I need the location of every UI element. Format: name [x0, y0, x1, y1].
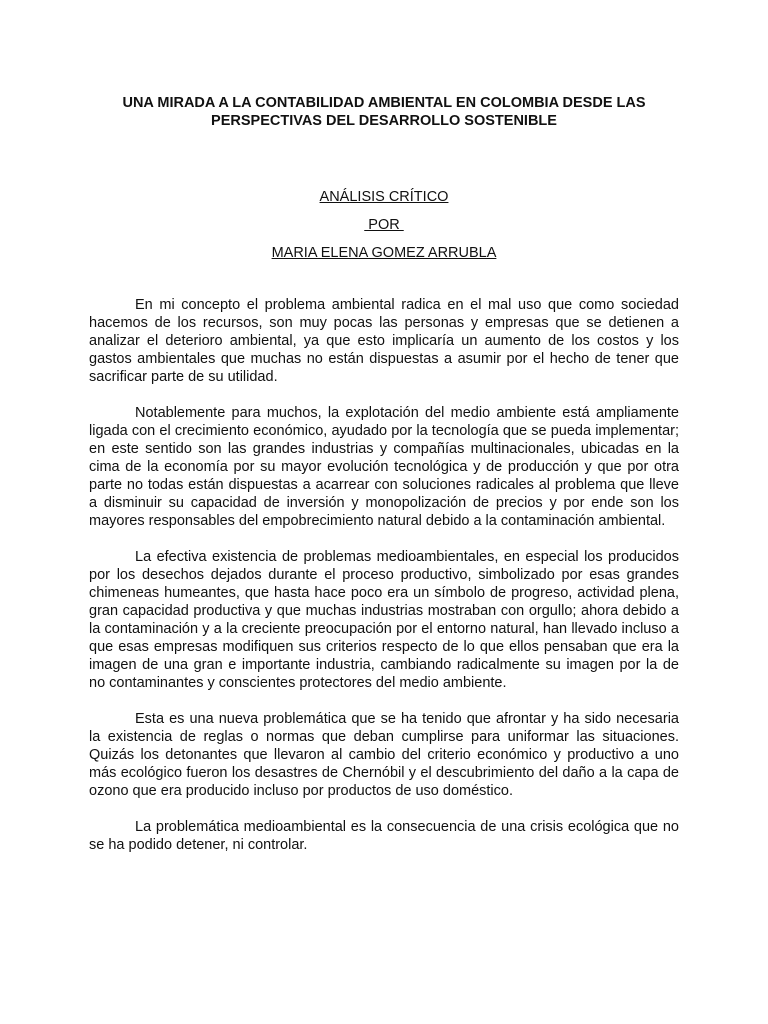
paragraph-1: En mi concepto el problema ambiental radica en el mal uso que como sociedad hacemos de los recursos, son muy pocas las personas y empresas que se detienen a analizar el deterioro ambiental, ya que esto implicaría un aumento de los costos y los gastos ambientales que muchas no están dispuestas a asumir por el hecho de tener que sacrificar parte de su utilidad.	[89, 297, 679, 385]
author-name: MARIA ELENA GOMEZ ARRUBLA	[271, 245, 497, 261]
paragraph-4: Esta es una nueva problemática que se ha tenido que afrontar y ha sido necesaria la existencia de reglas o normas que deban cumplirse para uniformar las situaciones. Quizás los detonantes que llevaron al cambio del criterio económico y productivo a uno más ecológico fueron los desastres de Chernóbil y el descubrimiento del daño a la capa de ozono que era producido incluso por productos de uso doméstico.	[89, 711, 679, 799]
paragraph-5: La problemática medioambiental es la consecuencia de una crisis ecológica que no se ha podido detener, ni controlar.	[89, 819, 679, 853]
paragraph-2: Notablemente para muchos, la explotación del medio ambiente está ampliamente ligada con el crecimiento económico, ayudado por la tecnología que se pueda implementar; en este sentido son las grandes industrias y compañías multinacionales, ubicadas en la cima de la economía por su mayor evolución tecnológica y de producción y que por otra parte no todas están dispuestas a acarrear con soluciones radicales al problema que lleve a disminuir su capacidad de inversión y monopolización de precios y por ende son los mayores responsables del empobrecimiento natural debido a la contaminación ambiental.	[89, 405, 679, 529]
paragraph-3: La efectiva existencia de problemas medioambientales, en especial los producidos por los desechos dejados durante el proceso productivo, simbolizado por esas grandes chimeneas humeantes, que hasta hace poco era un símbolo de progreso, actividad plena, gran capacidad productiva y que muchas industrias mostraban con orgullo; ahora debido a la contaminación y a la creciente preocupación por el entorno natural, han llevado incluso a que esas empresas modifiquen sus criterios respecto de lo que ellos pensaban que era la imagen de una gran e importante industria, cambiando radicalmente su imagen por la de no contaminantes y conscientes protectores del medio ambiente.	[89, 549, 679, 691]
byline	[89, 188, 679, 262]
document-body	[89, 296, 679, 854]
document-subtitle: ANÁLISIS CRÍTICO	[319, 189, 449, 205]
by-label: POR	[364, 217, 404, 233]
document-title: UNA MIRADA A LA CONTABILIDAD AMBIENTAL EN COLOMBIA DESDE LAS PERSPECTIVAS DEL DESARROLLO SOSTENIBLE	[122, 95, 646, 129]
